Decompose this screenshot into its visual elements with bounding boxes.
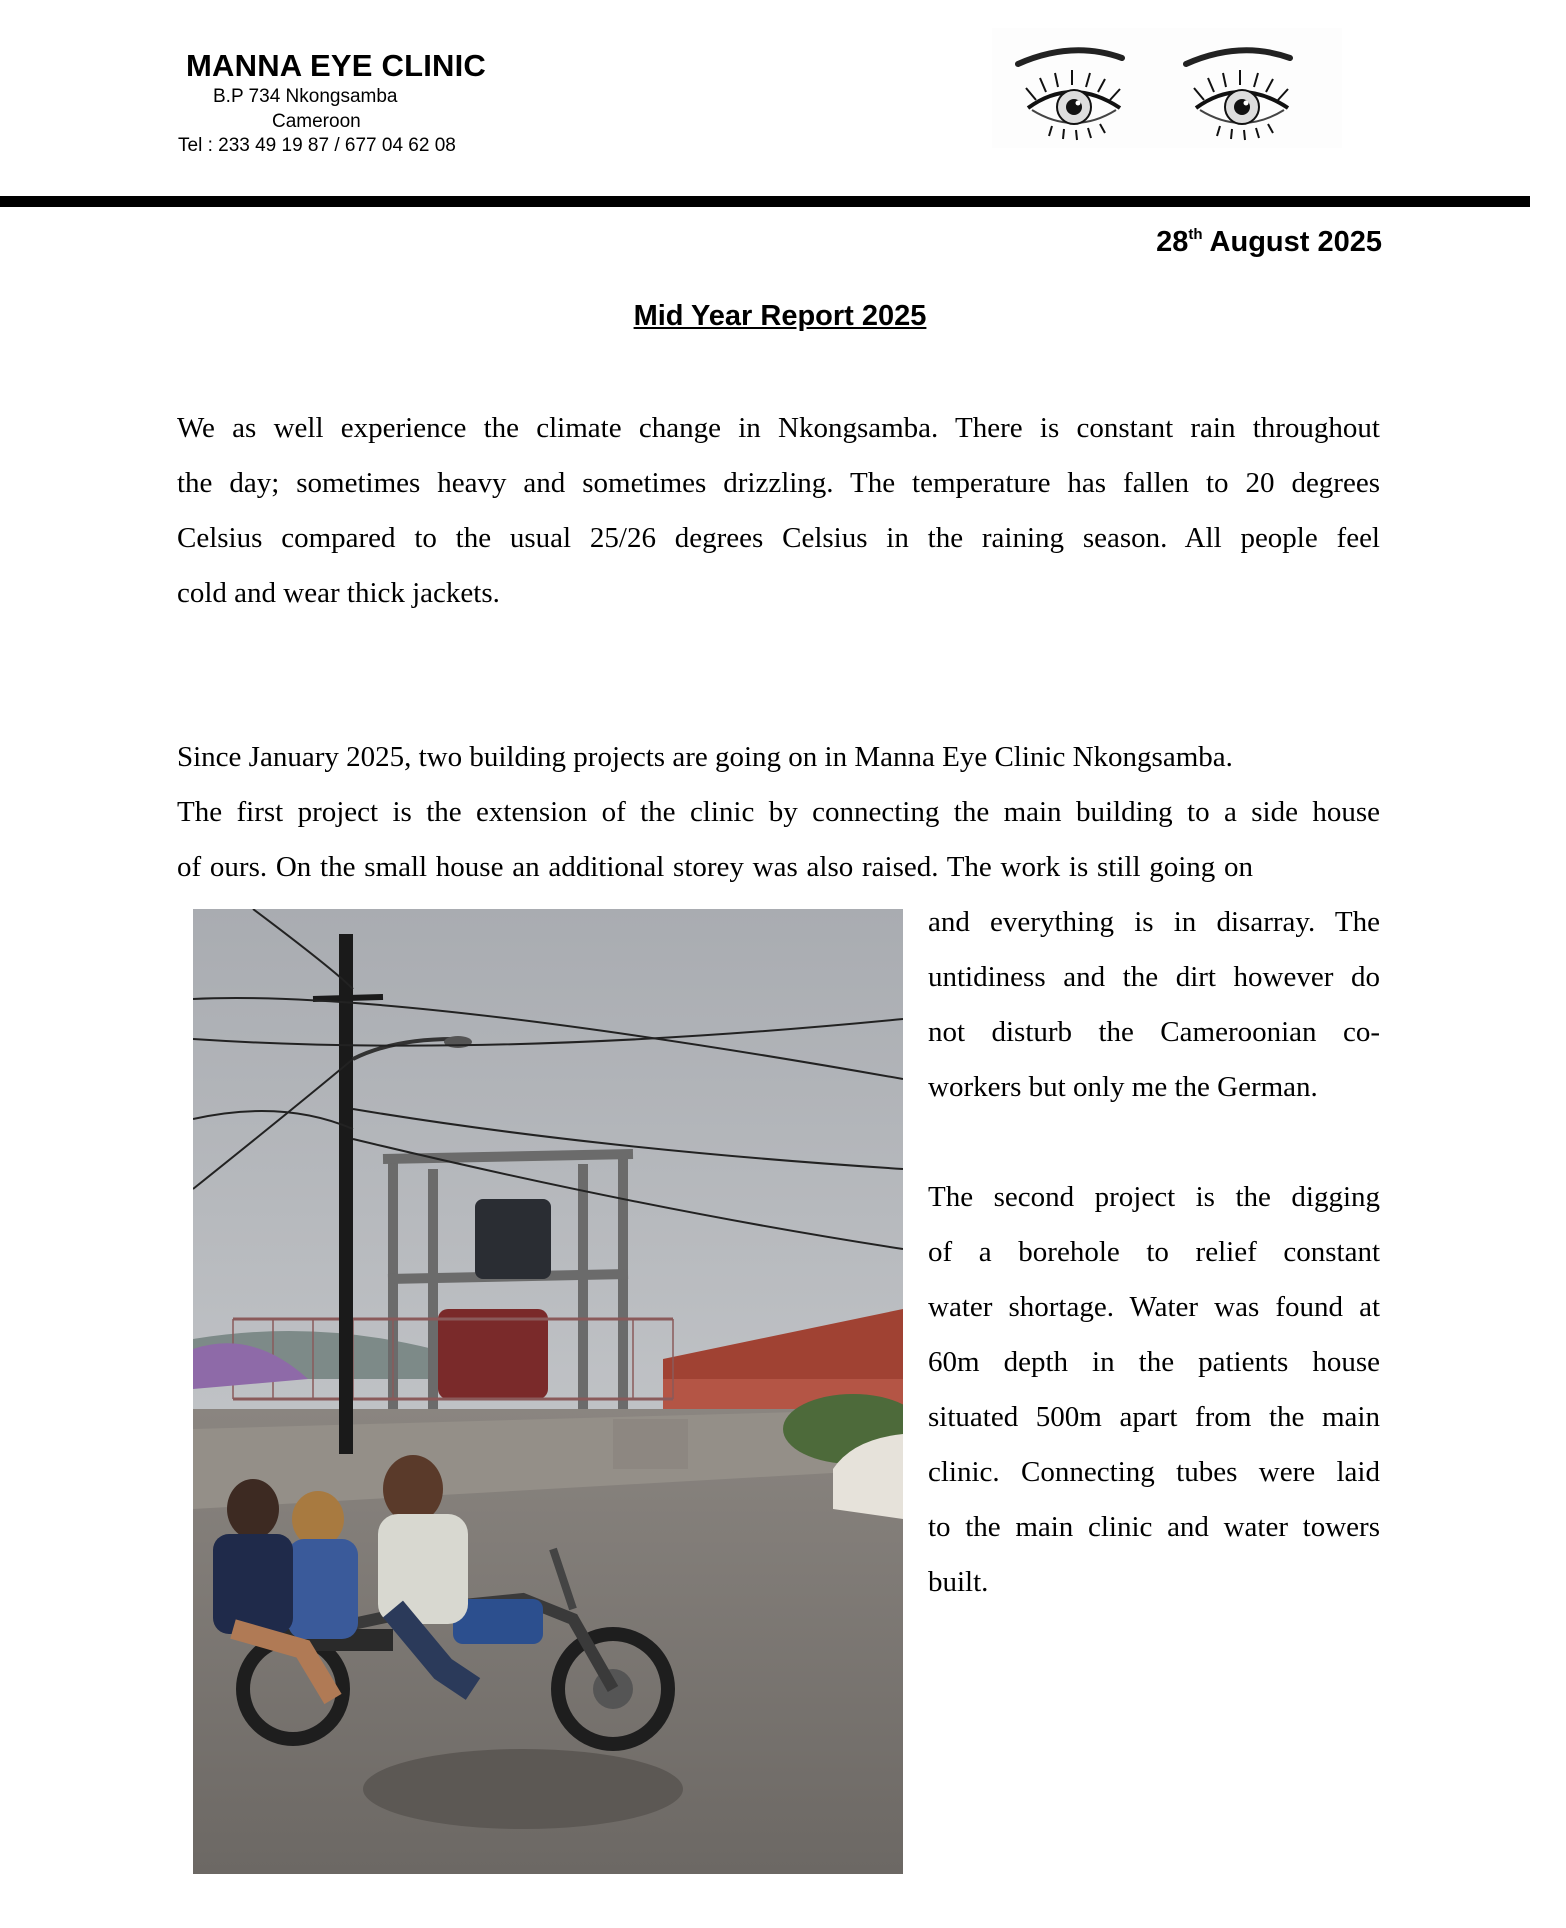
text-line: untidiness and the dirt however do [928, 961, 1380, 993]
date-suffix: th [1188, 226, 1203, 243]
eyes-logo-icon [992, 28, 1342, 148]
text-line: situated 500m apart from the main [928, 1401, 1380, 1433]
text-line: of ours. On the small house an additional storey was also raised. The work is still going on [177, 851, 1254, 883]
text-line: The first project is the extension of the clinic by connecting the main building to a side house [177, 796, 1380, 828]
paragraph-borehole [928, 1170, 1380, 1610]
clinic-name: MANNA EYE CLINIC [186, 48, 487, 83]
text-line: the day; sometimes heavy and sometimes drizzling. The temperature has fallen to 20 degrees [177, 467, 1380, 499]
page-title: Mid Year Report 2025 [633, 300, 927, 332]
text-line: Since January 2025, two building projects are going on in Manna Eye Clinic Nkongsamba. [177, 741, 1233, 773]
paragraph-climate [177, 401, 1380, 621]
header-rule [0, 196, 1530, 207]
report-date [1156, 226, 1382, 259]
text-line: built. [928, 1566, 989, 1598]
text-line: to the main clinic and water towers [928, 1511, 1380, 1543]
address-country: Cameroon [272, 111, 361, 132]
paragraph-building-projects-continued [928, 895, 1380, 1115]
text-line: and everything is in disarray. The [928, 906, 1380, 938]
date-month-year: August 2025 [1202, 226, 1382, 258]
phone-line: Tel : 233 49 19 87 / 677 04 62 08 [178, 135, 456, 156]
construction-photo [193, 909, 903, 1874]
text-line: Celsius compared to the usual 25/26 degrees Celsius in the raining season. All people feel [177, 522, 1380, 554]
text-line: not disturb the Cameroonian co- [928, 1016, 1380, 1048]
text-line: cold and wear thick jackets. [177, 577, 500, 609]
text-line: We as well experience the climate change in Nkongsamba. There is constant rain throughout [177, 412, 1380, 444]
text-line: 60m depth in the patients house [928, 1346, 1380, 1378]
paragraph-building-projects [177, 730, 1380, 895]
text-line: water shortage. Water was found at [928, 1291, 1380, 1323]
text-line: workers but only me the German. [928, 1071, 1318, 1103]
text-line: clinic. Connecting tubes were laid [928, 1456, 1380, 1488]
text-line: of a borehole to relief constant [928, 1236, 1380, 1268]
text-line: The second project is the digging [928, 1181, 1380, 1213]
address-line: B.P 734 Nkongsamba [213, 86, 398, 107]
date-day: 28 [1156, 226, 1189, 258]
